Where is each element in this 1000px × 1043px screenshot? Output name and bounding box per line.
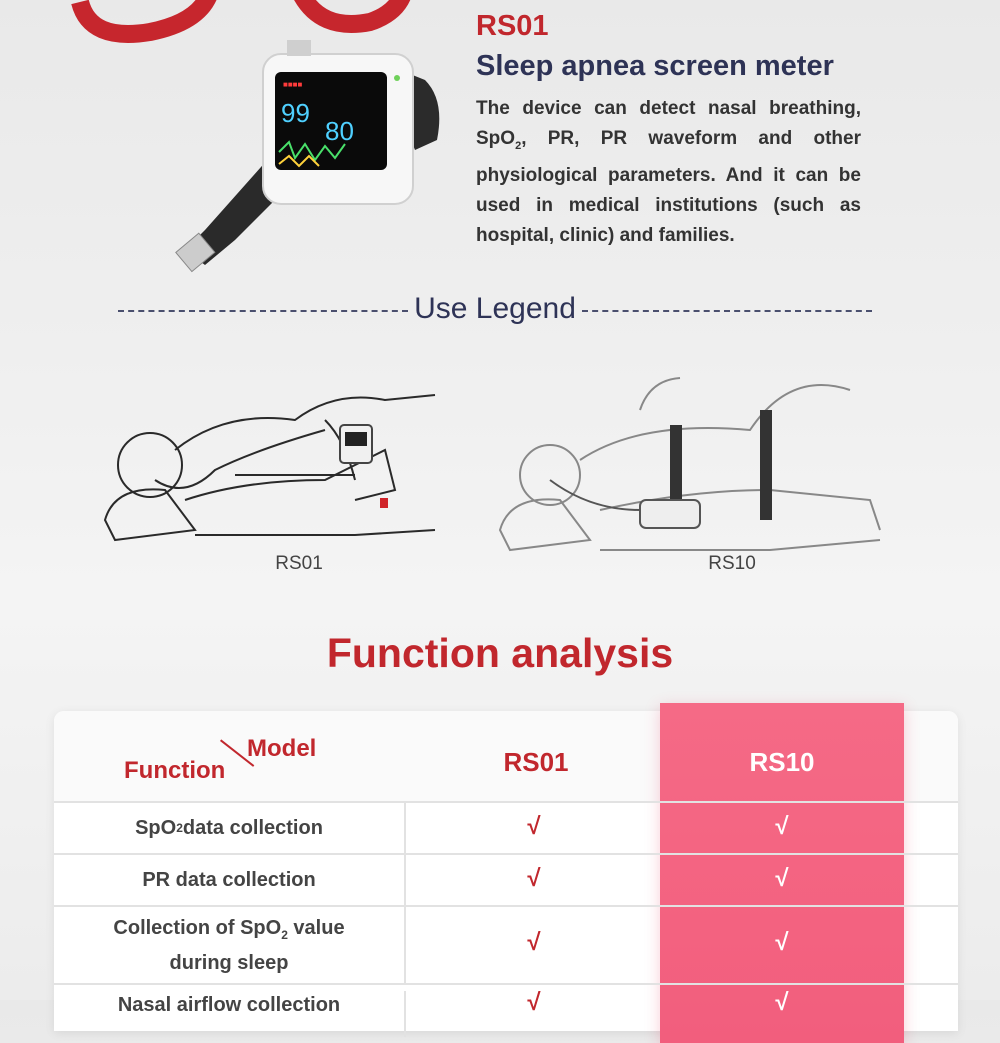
rs10-check: √ [775,989,789,1016]
product-info [476,8,861,251]
rs01-check: √ [527,989,541,1016]
rs01-check: √ [527,929,541,956]
rs10-caption: RS10 [708,553,756,574]
function-analysis-title: Function analysis [326,630,674,676]
use-legend-title: Use Legend [414,292,576,325]
svg-text:■■■■: ■■■■ [283,80,303,89]
corner-function-label: Function [124,757,226,784]
rs10-illustration [490,370,890,580]
row-function: PR data collection [54,855,406,905]
table-row [54,983,958,1035]
row-function: SpO 2 data collection [54,803,406,853]
rs10-check: √ [775,929,789,956]
product-description: The device can detect nasal breathing, SpO$_2$, PR, PR waveform and other physiological parameters. And it can be used in medical institutions (such as hospital, clinic) and families. [476,98,861,246]
product-name: Sleep apnea screen meter [476,50,834,82]
red-strap-image [70,0,430,42]
product-image [175,40,455,280]
table-row [54,853,958,905]
corner-model-label: Model [247,735,317,762]
rs01-check: √ [527,813,541,840]
row-function: Collection of SpO$_2$ value during sleep [54,907,406,983]
rs01-illustration [95,370,445,550]
screen-pr: 80 [325,116,354,146]
screen-spo2: 99 [281,98,310,128]
table-row [54,801,958,853]
use-legend-heading [118,292,872,326]
rs10-check: √ [775,813,789,840]
table-row [54,905,958,983]
row-function: Nasal airflow collection [54,991,406,1037]
rs01-caption: RS01 [275,553,323,574]
column-rs10: RS10 [749,747,815,777]
model-code: RS01 [476,10,549,42]
column-rs01: RS01 [503,747,569,777]
rs10-check: √ [775,865,789,892]
table-corner-cell [124,735,334,797]
rs01-check: √ [527,865,541,892]
function-table [54,711,958,1031]
